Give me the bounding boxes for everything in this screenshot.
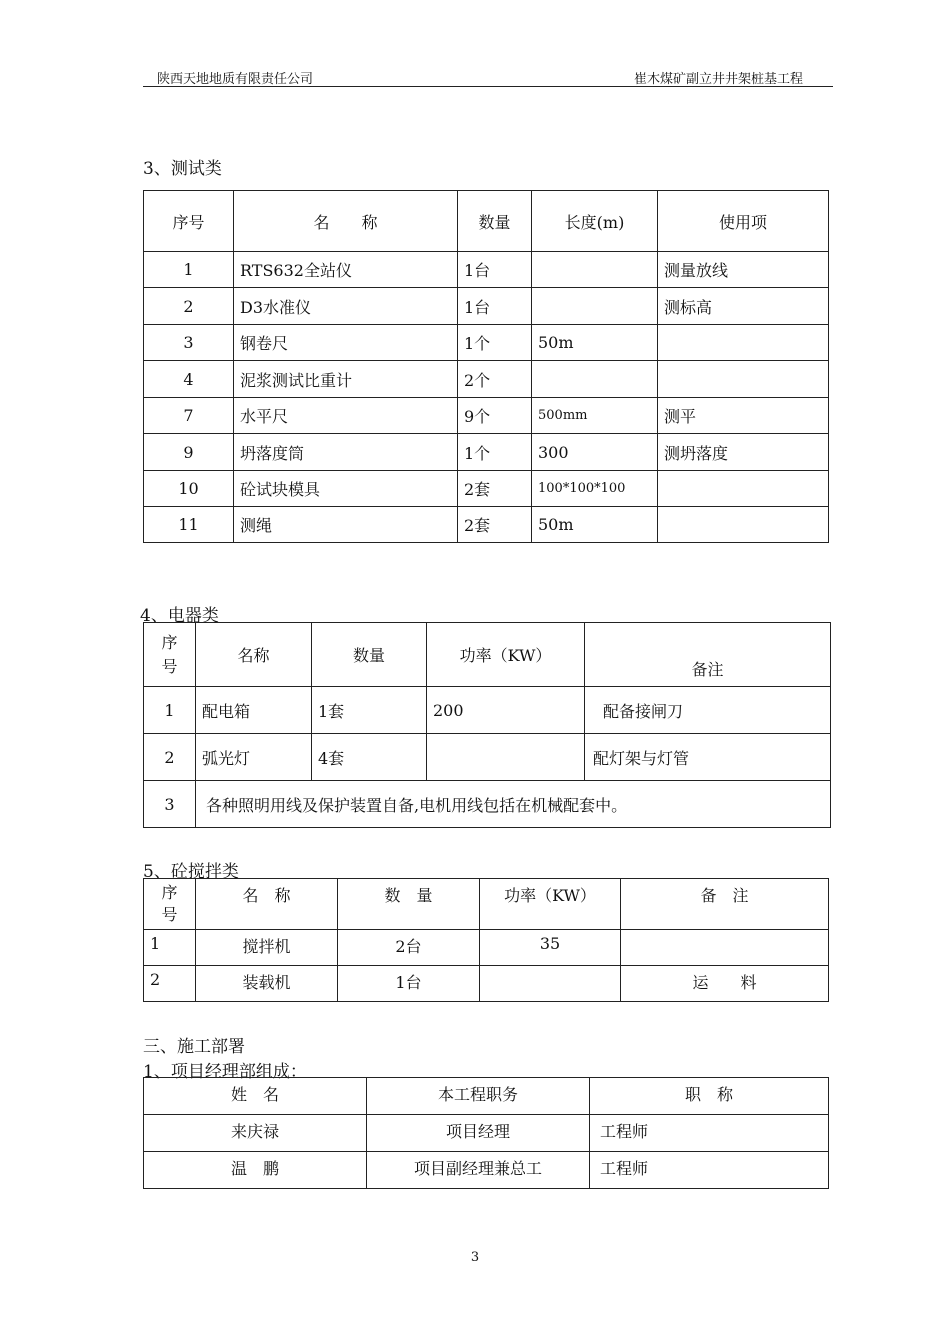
cell-name: 钢卷尺 — [234, 325, 458, 361]
cell-qty: 1台 — [458, 288, 532, 325]
cell-use: 测平 — [658, 398, 829, 434]
cell-length — [532, 288, 658, 325]
cell-remark: 运 料 — [621, 966, 829, 1002]
cell-seq: 9 — [144, 434, 234, 471]
cell-use — [658, 471, 829, 507]
cell-use — [658, 507, 829, 543]
cell-seq: 2 — [144, 734, 196, 781]
cell-qty: 2个 — [458, 361, 532, 398]
cell-name: 测绳 — [234, 507, 458, 543]
col-header: 长度(m) — [532, 191, 658, 252]
cell-power — [480, 966, 621, 1002]
cell-use: 测标高 — [658, 288, 829, 325]
table-row — [144, 507, 829, 543]
cell-person-name: 来庆禄 — [144, 1115, 367, 1152]
table-row — [144, 252, 829, 288]
table-row — [144, 1115, 829, 1152]
cell-qty: 9个 — [458, 398, 532, 434]
cell-name: 搅拌机 — [196, 930, 338, 966]
col-header: 本工程职务 — [367, 1078, 590, 1115]
col-header: 序号 — [144, 879, 196, 930]
cell-person-name: 温 鹏 — [144, 1152, 367, 1189]
table-row — [144, 1152, 829, 1189]
col-header: 使用项 — [658, 191, 829, 252]
cell-qty: 1个 — [458, 325, 532, 361]
cell-power: 200 — [427, 687, 585, 734]
cell-seq: 1 — [144, 252, 234, 288]
cell-position: 项目副经理兼总工 — [367, 1152, 590, 1189]
table-row — [144, 687, 831, 734]
cell-length: 100*100*100 — [532, 471, 658, 507]
cell-title: 工程师 — [590, 1115, 829, 1152]
test-equipment-table — [143, 190, 829, 543]
table-row — [144, 734, 831, 781]
cell-seq: 3 — [144, 325, 234, 361]
cell-use: 测坍落度 — [658, 434, 829, 471]
table-header-row — [144, 879, 829, 930]
table-row — [144, 434, 829, 471]
cell-qty: 4套 — [312, 734, 427, 781]
cell-length: 50m — [532, 507, 658, 543]
cell-power: 35 — [480, 930, 621, 966]
col-header: 数 量 — [338, 879, 480, 930]
cell-use: 测量放线 — [658, 252, 829, 288]
table-header-row — [144, 191, 829, 252]
col-header: 功率（KW） — [480, 879, 621, 930]
header-rule — [143, 86, 833, 87]
cell-name: 装载机 — [196, 966, 338, 1002]
cell-qty: 1台 — [338, 966, 480, 1002]
table-row — [144, 781, 831, 828]
cell-length: 300 — [532, 434, 658, 471]
cell-name: 配电箱 — [196, 687, 312, 734]
cell-seq: 3 — [144, 781, 196, 828]
project-team-table — [143, 1077, 829, 1189]
section-elec-title: 4、电器类 — [140, 606, 219, 626]
col-header: 功率（KW） — [427, 623, 585, 687]
table-row — [144, 966, 829, 1002]
section-test-title: 3、测试类 — [143, 159, 222, 179]
table-row — [144, 361, 829, 398]
cell-length — [532, 361, 658, 398]
col-header: 职 称 — [590, 1078, 829, 1115]
cell-seq: 1 — [144, 687, 196, 734]
col-header: 序号 — [144, 623, 196, 687]
table-row — [144, 398, 829, 434]
cell-qty: 2套 — [458, 507, 532, 543]
cell-length: 500mm — [532, 398, 658, 434]
table-row — [144, 288, 829, 325]
col-header: 数量 — [312, 623, 427, 687]
table-header-row — [144, 1078, 829, 1115]
col-header: 序号 — [144, 191, 234, 252]
col-header: 名 称 — [196, 879, 338, 930]
page-number: 3 — [470, 1250, 480, 1265]
cell-seq: 4 — [144, 361, 234, 398]
cell-name: 弧光灯 — [196, 734, 312, 781]
cell-qty: 1个 — [458, 434, 532, 471]
header-left: 陕西天地地质有限责任公司 — [157, 72, 314, 87]
section-mixer-title: 5、砼搅拌类 — [143, 862, 239, 882]
cell-seq: 2 — [144, 288, 234, 325]
cell-seq: 11 — [144, 507, 234, 543]
section-deploy-subtitle: 1、项目经理部组成： — [143, 1062, 307, 1082]
cell-seq: 10 — [144, 471, 234, 507]
cell-name: 坍落度筒 — [234, 434, 458, 471]
cell-name: RTS632全站仪 — [234, 252, 458, 288]
col-header: 姓 名 — [144, 1078, 367, 1115]
table-row — [144, 325, 829, 361]
cell-qty: 1套 — [312, 687, 427, 734]
cell-seq: 2 — [144, 966, 196, 1002]
header-right: 崔木煤矿副立井井架桩基工程 — [634, 72, 804, 87]
cell-name: 砼试块模具 — [234, 471, 458, 507]
cell-seq: 7 — [144, 398, 234, 434]
cell-qty: 2台 — [338, 930, 480, 966]
col-header: 数量 — [458, 191, 532, 252]
section-deploy-title: 三、施工部署 — [143, 1037, 245, 1057]
col-header: 备注 — [585, 623, 831, 687]
cell-length: 50m — [532, 325, 658, 361]
table-row — [144, 471, 829, 507]
cell-power — [427, 734, 585, 781]
cell-length — [532, 252, 658, 288]
col-header: 名称 — [196, 623, 312, 687]
col-header: 备 注 — [621, 879, 829, 930]
cell-qty: 2套 — [458, 471, 532, 507]
table-row — [144, 930, 829, 966]
cell-name: 泥浆测试比重计 — [234, 361, 458, 398]
cell-seq: 1 — [144, 930, 196, 966]
mixer-table — [143, 878, 829, 1002]
cell-use — [658, 361, 829, 398]
cell-qty: 1台 — [458, 252, 532, 288]
col-header: 名 称 — [234, 191, 458, 252]
cell-note: 各种照明用线及保护装置自备,电机用线包括在机械配套中。 — [196, 781, 831, 828]
table-header-row — [144, 623, 831, 687]
cell-remark: 配灯架与灯管 — [585, 734, 831, 781]
cell-remark: 配备接闸刀 — [585, 687, 831, 734]
cell-name: 水平尺 — [234, 398, 458, 434]
cell-use — [658, 325, 829, 361]
electrical-table — [143, 622, 831, 828]
cell-name: D3水准仪 — [234, 288, 458, 325]
cell-title: 工程师 — [590, 1152, 829, 1189]
cell-position: 项目经理 — [367, 1115, 590, 1152]
cell-remark — [621, 930, 829, 966]
